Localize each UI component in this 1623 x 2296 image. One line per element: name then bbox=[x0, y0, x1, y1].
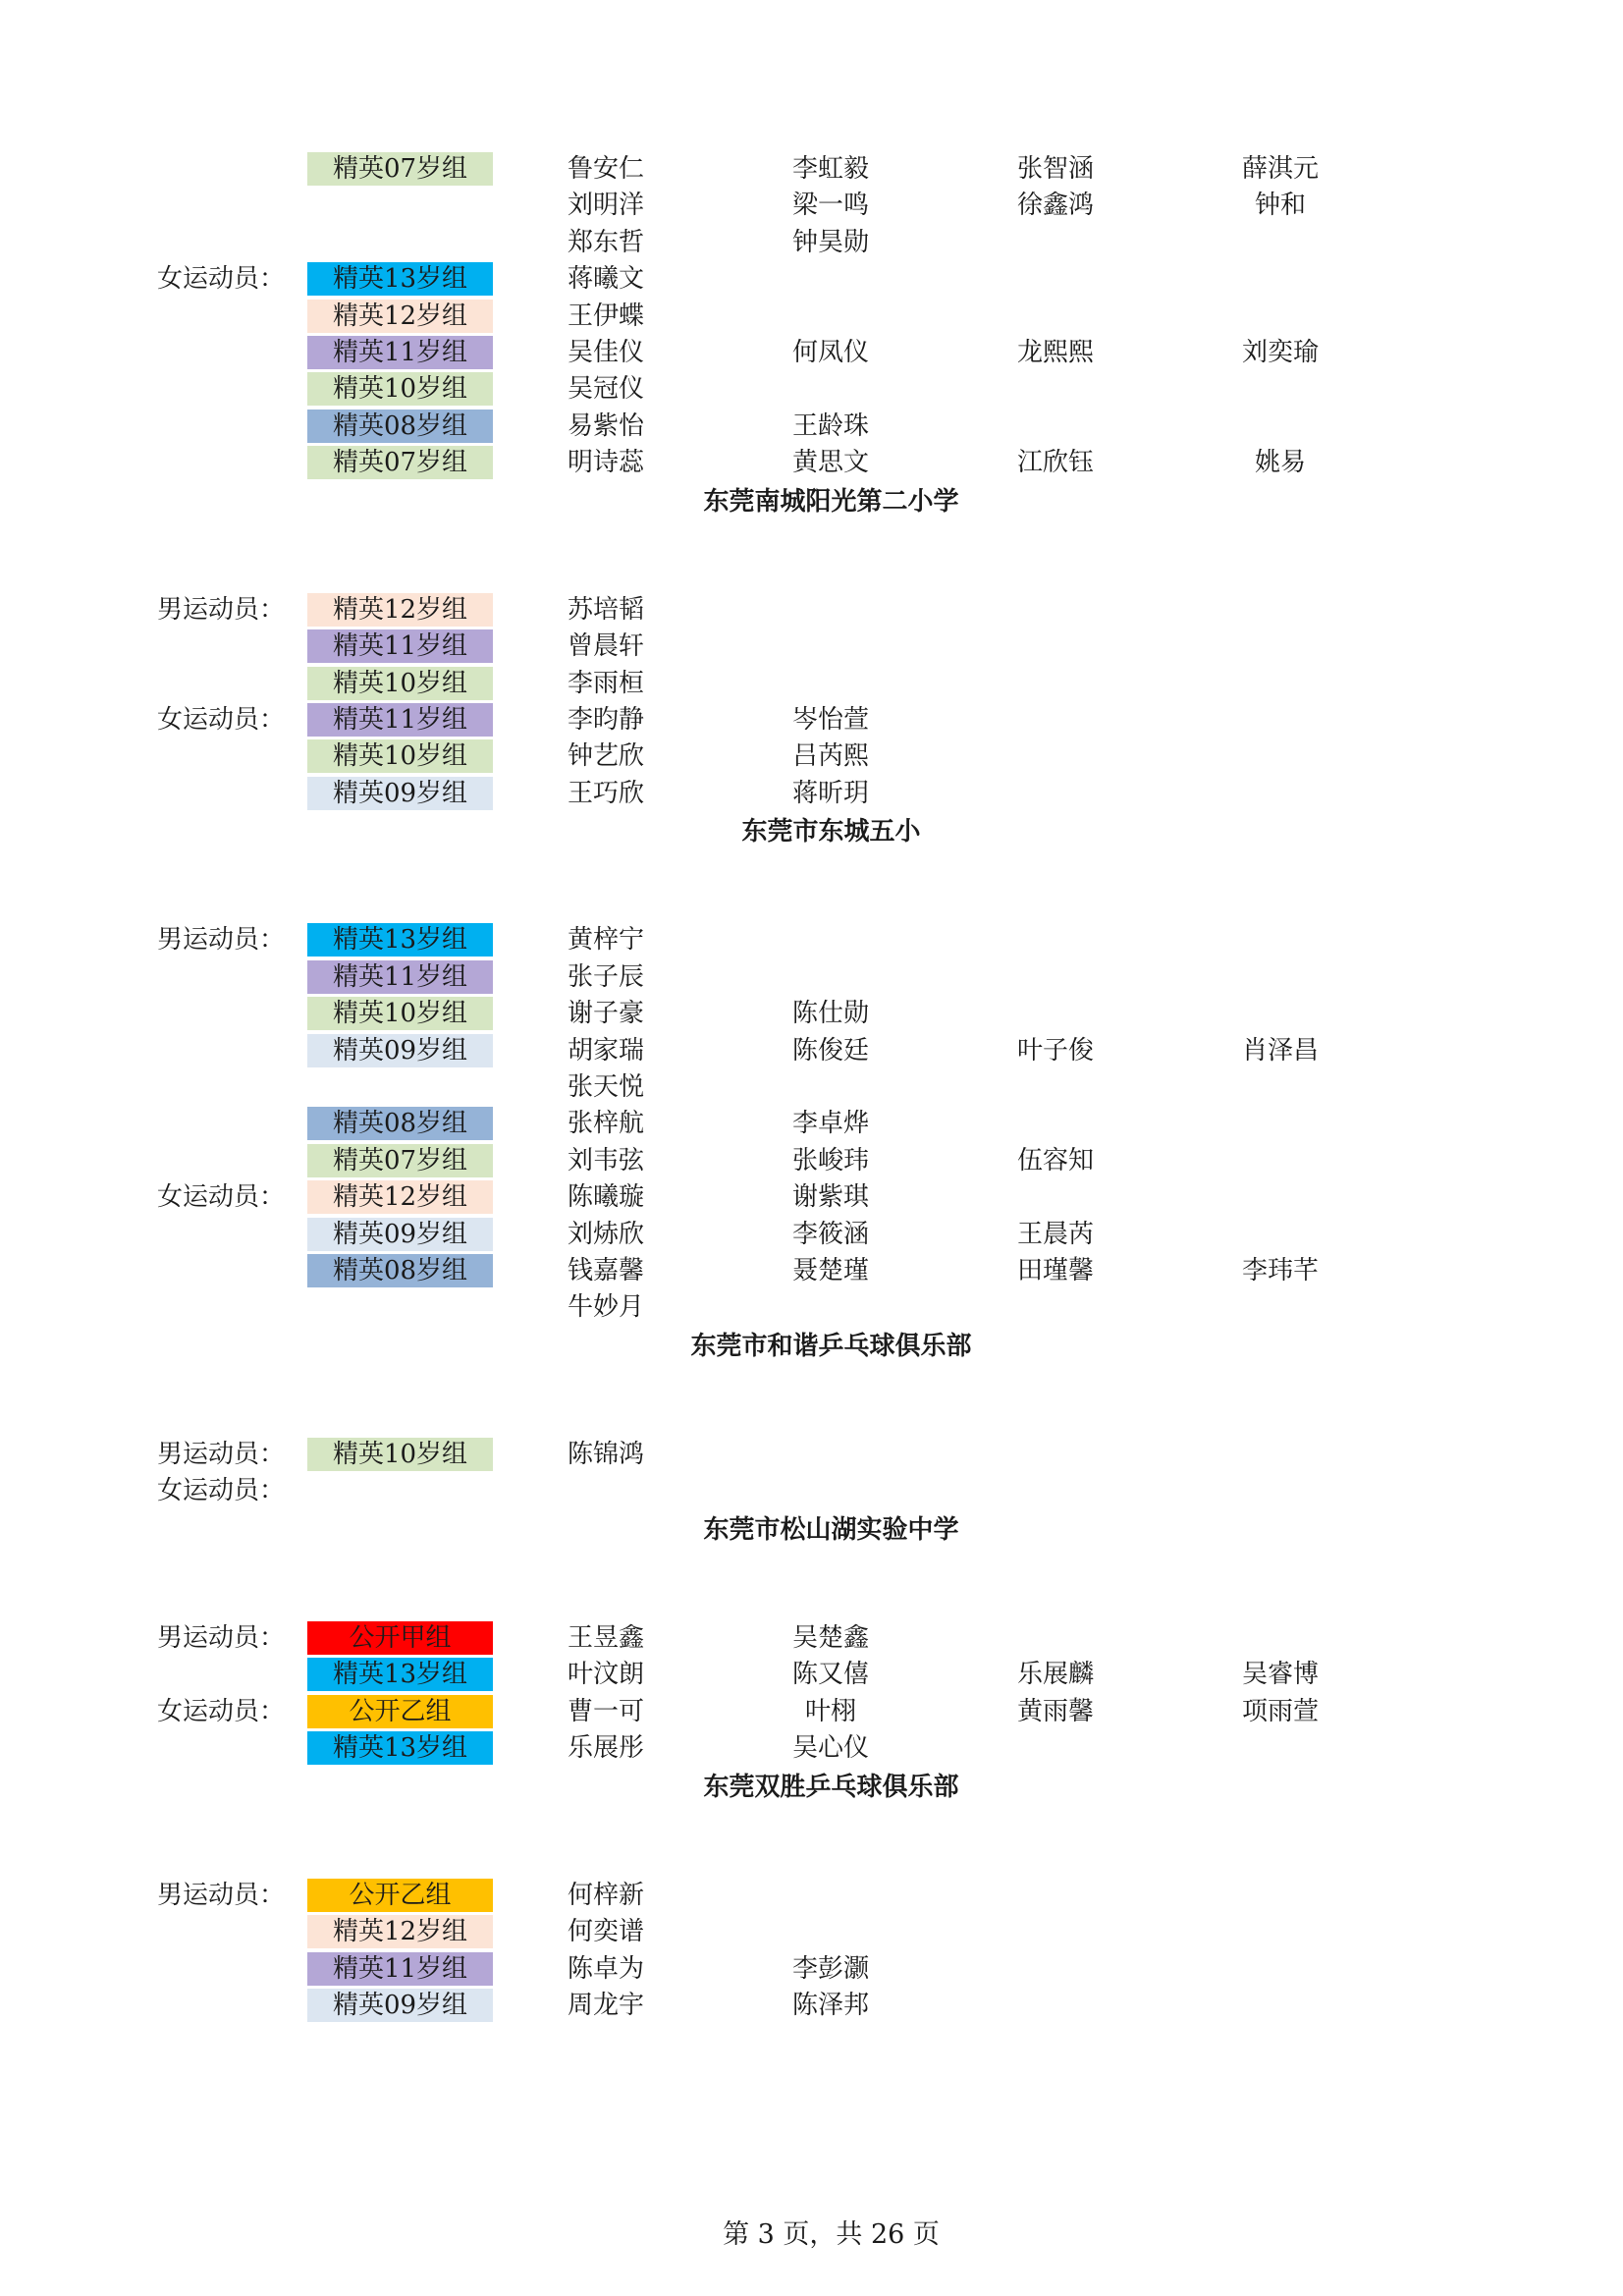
athlete-name: 王伊蝶 bbox=[567, 301, 644, 331]
athlete-name: 鲁安仁 bbox=[567, 154, 644, 184]
roster-row bbox=[0, 1070, 1623, 1104]
athlete-name: 易紫怡 bbox=[567, 410, 644, 441]
roster-row bbox=[0, 1695, 1623, 1728]
roster-row bbox=[0, 739, 1623, 773]
athlete-name: 张梓航 bbox=[567, 1109, 644, 1139]
athlete-name: 苏培韬 bbox=[567, 594, 644, 625]
gender-label: 女运动员： bbox=[157, 264, 286, 295]
athlete-name: 陈又僖 bbox=[791, 1660, 869, 1690]
section-heading: 东莞双胜乒乓球俱乐部 bbox=[703, 1772, 959, 1802]
category-badge: 公开乙组 bbox=[307, 1695, 493, 1728]
athlete-name: 叶汶朗 bbox=[567, 1660, 644, 1690]
athlete-name: 吴心仪 bbox=[791, 1733, 869, 1764]
category-badge: 精英13岁组 bbox=[307, 1731, 493, 1765]
athlete-name: 陈仕勋 bbox=[791, 999, 869, 1029]
section-heading: 东莞南城阳光第二小学 bbox=[703, 486, 959, 517]
athlete-name: 吴睿博 bbox=[1241, 1660, 1319, 1690]
athlete-name: 王龄珠 bbox=[791, 410, 869, 441]
athlete-name: 张峻玮 bbox=[791, 1145, 869, 1175]
athlete-name: 郑东哲 bbox=[567, 227, 644, 257]
athlete-name: 龙熙熙 bbox=[1016, 338, 1094, 367]
gender-label: 女运动员： bbox=[157, 705, 286, 735]
athlete-name: 李雨桓 bbox=[567, 668, 644, 698]
roster-row bbox=[0, 629, 1623, 663]
roster-row bbox=[0, 1621, 1623, 1655]
roster-row bbox=[0, 1254, 1623, 1287]
roster-row bbox=[0, 1474, 1623, 1507]
roster-row bbox=[0, 1218, 1623, 1251]
athlete-name: 李筱涵 bbox=[791, 1219, 869, 1249]
athlete-name: 李昀静 bbox=[567, 705, 644, 735]
roster-row bbox=[0, 1180, 1623, 1214]
category-badge: 精英13岁组 bbox=[307, 923, 493, 957]
athlete-name: 曾晨轩 bbox=[567, 631, 644, 662]
roster-row bbox=[0, 1144, 1623, 1177]
athlete-name: 牛妙月 bbox=[567, 1292, 644, 1323]
category-badge: 精英11岁组 bbox=[307, 703, 493, 737]
roster-row bbox=[0, 703, 1623, 737]
athlete-name: 王昱鑫 bbox=[567, 1623, 644, 1653]
athlete-name: 钱嘉馨 bbox=[567, 1256, 644, 1285]
athlete-name: 姚易 bbox=[1254, 448, 1306, 478]
category-badge: 精英08岁组 bbox=[307, 410, 493, 443]
category-badge: 精英10岁组 bbox=[307, 739, 493, 773]
section-heading: 东莞市东城五小 bbox=[741, 817, 921, 847]
gender-label: 男运动员： bbox=[157, 594, 286, 625]
athlete-name: 谢子豪 bbox=[567, 999, 644, 1029]
roster-row bbox=[0, 1731, 1623, 1765]
athlete-name: 吴冠仪 bbox=[567, 374, 644, 405]
roster-row bbox=[0, 300, 1623, 333]
category-badge: 精英13岁组 bbox=[307, 262, 493, 296]
category-badge: 精英10岁组 bbox=[307, 372, 493, 406]
roster-row bbox=[0, 1879, 1623, 1912]
category-badge: 精英07岁组 bbox=[307, 446, 493, 479]
gender-label: 女运动员： bbox=[157, 1476, 286, 1506]
athlete-name: 刘明洋 bbox=[567, 191, 644, 221]
roster-row bbox=[0, 152, 1623, 186]
category-badge: 精英11岁组 bbox=[307, 336, 493, 369]
athlete-name: 钟艺欣 bbox=[567, 741, 644, 772]
section-heading: 东莞市和谐乒乓球俱乐部 bbox=[690, 1331, 972, 1361]
category-badge: 公开甲组 bbox=[307, 1621, 493, 1655]
athlete-name: 黄梓宁 bbox=[567, 925, 644, 956]
gender-label: 男运动员： bbox=[157, 1623, 286, 1653]
athlete-name: 张天悦 bbox=[567, 1072, 644, 1102]
athlete-name: 徐鑫鸿 bbox=[1016, 191, 1094, 221]
athlete-name: 刘韦弦 bbox=[567, 1145, 644, 1175]
category-badge: 精英10岁组 bbox=[307, 667, 493, 700]
category-badge: 精英10岁组 bbox=[307, 997, 493, 1030]
roster-row bbox=[0, 593, 1623, 627]
athlete-name: 黄雨馨 bbox=[1016, 1696, 1094, 1726]
roster-row bbox=[0, 1658, 1623, 1691]
athlete-name: 陈泽邦 bbox=[791, 1991, 869, 2020]
athlete-name: 肖泽昌 bbox=[1241, 1035, 1319, 1066]
athlete-name: 叶子俊 bbox=[1016, 1035, 1094, 1066]
gender-label: 男运动员： bbox=[157, 1440, 286, 1469]
category-badge: 精英08岁组 bbox=[307, 1107, 493, 1140]
athlete-name: 胡家瑞 bbox=[567, 1035, 644, 1066]
category-badge: 精英08岁组 bbox=[307, 1254, 493, 1287]
roster-row bbox=[0, 262, 1623, 296]
category-badge: 精英09岁组 bbox=[307, 777, 493, 810]
athlete-name: 叶栩 bbox=[804, 1696, 856, 1726]
category-badge: 精英12岁组 bbox=[307, 300, 493, 333]
roster-row bbox=[0, 1034, 1623, 1067]
roster-row bbox=[0, 410, 1623, 443]
athlete-name: 陈锦鸿 bbox=[567, 1440, 644, 1469]
roster-row bbox=[0, 1290, 1623, 1324]
athlete-name: 乐展麟 bbox=[1016, 1660, 1094, 1690]
category-badge: 精英11岁组 bbox=[307, 1952, 493, 1986]
roster-row bbox=[0, 226, 1623, 259]
section-heading: 东莞市松山湖实验中学 bbox=[703, 1514, 959, 1545]
athlete-name: 周龙宇 bbox=[567, 1991, 644, 2020]
roster-row bbox=[0, 372, 1623, 406]
roster-row bbox=[0, 960, 1623, 994]
roster-row bbox=[0, 1107, 1623, 1140]
athlete-name: 陈卓为 bbox=[567, 1953, 644, 1984]
roster-row bbox=[0, 1952, 1623, 1986]
athlete-name: 田瑾馨 bbox=[1016, 1256, 1094, 1285]
page-footer: 第 3 页，共 26 页 bbox=[723, 2219, 940, 2250]
athlete-name: 黄思文 bbox=[791, 448, 869, 478]
gender-label: 男运动员： bbox=[157, 1880, 286, 1910]
gender-label: 男运动员： bbox=[157, 925, 286, 956]
category-badge: 精英13岁组 bbox=[307, 1658, 493, 1691]
roster-row bbox=[0, 336, 1623, 369]
athlete-name: 刘奕瑜 bbox=[1241, 338, 1319, 367]
roster-row bbox=[0, 923, 1623, 957]
category-badge: 精英09岁组 bbox=[307, 1034, 493, 1067]
athlete-name: 谢紫琪 bbox=[791, 1182, 869, 1213]
athlete-name: 张子辰 bbox=[567, 961, 644, 992]
athlete-name: 吕芮熙 bbox=[791, 741, 869, 772]
athlete-name: 何奕谱 bbox=[567, 1917, 644, 1947]
roster-row bbox=[0, 1989, 1623, 2022]
athlete-name: 钟昊勋 bbox=[791, 227, 869, 257]
athlete-name: 江欣钰 bbox=[1016, 448, 1094, 478]
athlete-name: 李虹毅 bbox=[791, 154, 869, 184]
athlete-name: 钟和 bbox=[1254, 191, 1306, 221]
athlete-name: 吴楚鑫 bbox=[791, 1623, 869, 1653]
category-badge: 精英12岁组 bbox=[307, 593, 493, 627]
athlete-name: 岑怡萱 bbox=[791, 705, 869, 735]
athlete-name: 蒋昕玥 bbox=[791, 778, 869, 808]
athlete-name: 陈俊廷 bbox=[791, 1035, 869, 1066]
athlete-name: 何梓新 bbox=[567, 1880, 644, 1910]
athlete-name: 刘焃欣 bbox=[567, 1219, 644, 1249]
athlete-name: 李卓烨 bbox=[791, 1109, 869, 1139]
category-badge: 公开乙组 bbox=[307, 1879, 493, 1912]
roster-row bbox=[0, 667, 1623, 700]
category-badge: 精英07岁组 bbox=[307, 1144, 493, 1177]
athlete-name: 梁一鸣 bbox=[791, 191, 869, 221]
athlete-name: 吴佳仪 bbox=[567, 338, 644, 367]
category-badge: 精英11岁组 bbox=[307, 629, 493, 663]
athlete-name: 曹一可 bbox=[567, 1696, 644, 1726]
category-badge: 精英12岁组 bbox=[307, 1180, 493, 1214]
athlete-name: 张智涵 bbox=[1016, 154, 1094, 184]
athlete-name: 李彭灏 bbox=[791, 1953, 869, 1984]
athlete-name: 伍容知 bbox=[1016, 1145, 1094, 1175]
gender-label: 女运动员： bbox=[157, 1696, 286, 1726]
athlete-name: 乐展彤 bbox=[567, 1733, 644, 1764]
category-badge: 精英09岁组 bbox=[307, 1218, 493, 1251]
roster-row bbox=[0, 189, 1623, 222]
athlete-name: 陈曦璇 bbox=[567, 1182, 644, 1213]
category-badge: 精英11岁组 bbox=[307, 960, 493, 994]
roster-row bbox=[0, 1915, 1623, 1948]
category-badge: 精英12岁组 bbox=[307, 1915, 493, 1948]
athlete-name: 聂楚瑾 bbox=[791, 1256, 869, 1285]
athlete-name: 薛淇元 bbox=[1241, 154, 1319, 184]
roster-row bbox=[0, 997, 1623, 1030]
athlete-name: 何凤仪 bbox=[791, 338, 869, 367]
athlete-name: 王晨芮 bbox=[1016, 1219, 1094, 1249]
athlete-name: 项雨萱 bbox=[1241, 1696, 1319, 1726]
roster-row bbox=[0, 446, 1623, 479]
gender-label: 女运动员： bbox=[157, 1182, 286, 1213]
athlete-name: 明诗蕊 bbox=[567, 448, 644, 478]
athlete-name: 蒋曦文 bbox=[567, 264, 644, 295]
athlete-name: 李玮芊 bbox=[1241, 1256, 1319, 1285]
roster-row bbox=[0, 777, 1623, 810]
athlete-name: 王巧欣 bbox=[567, 778, 644, 808]
category-badge: 精英09岁组 bbox=[307, 1989, 493, 2022]
roster-row bbox=[0, 1438, 1623, 1471]
category-badge: 精英07岁组 bbox=[307, 152, 493, 186]
category-badge: 精英10岁组 bbox=[307, 1438, 493, 1471]
